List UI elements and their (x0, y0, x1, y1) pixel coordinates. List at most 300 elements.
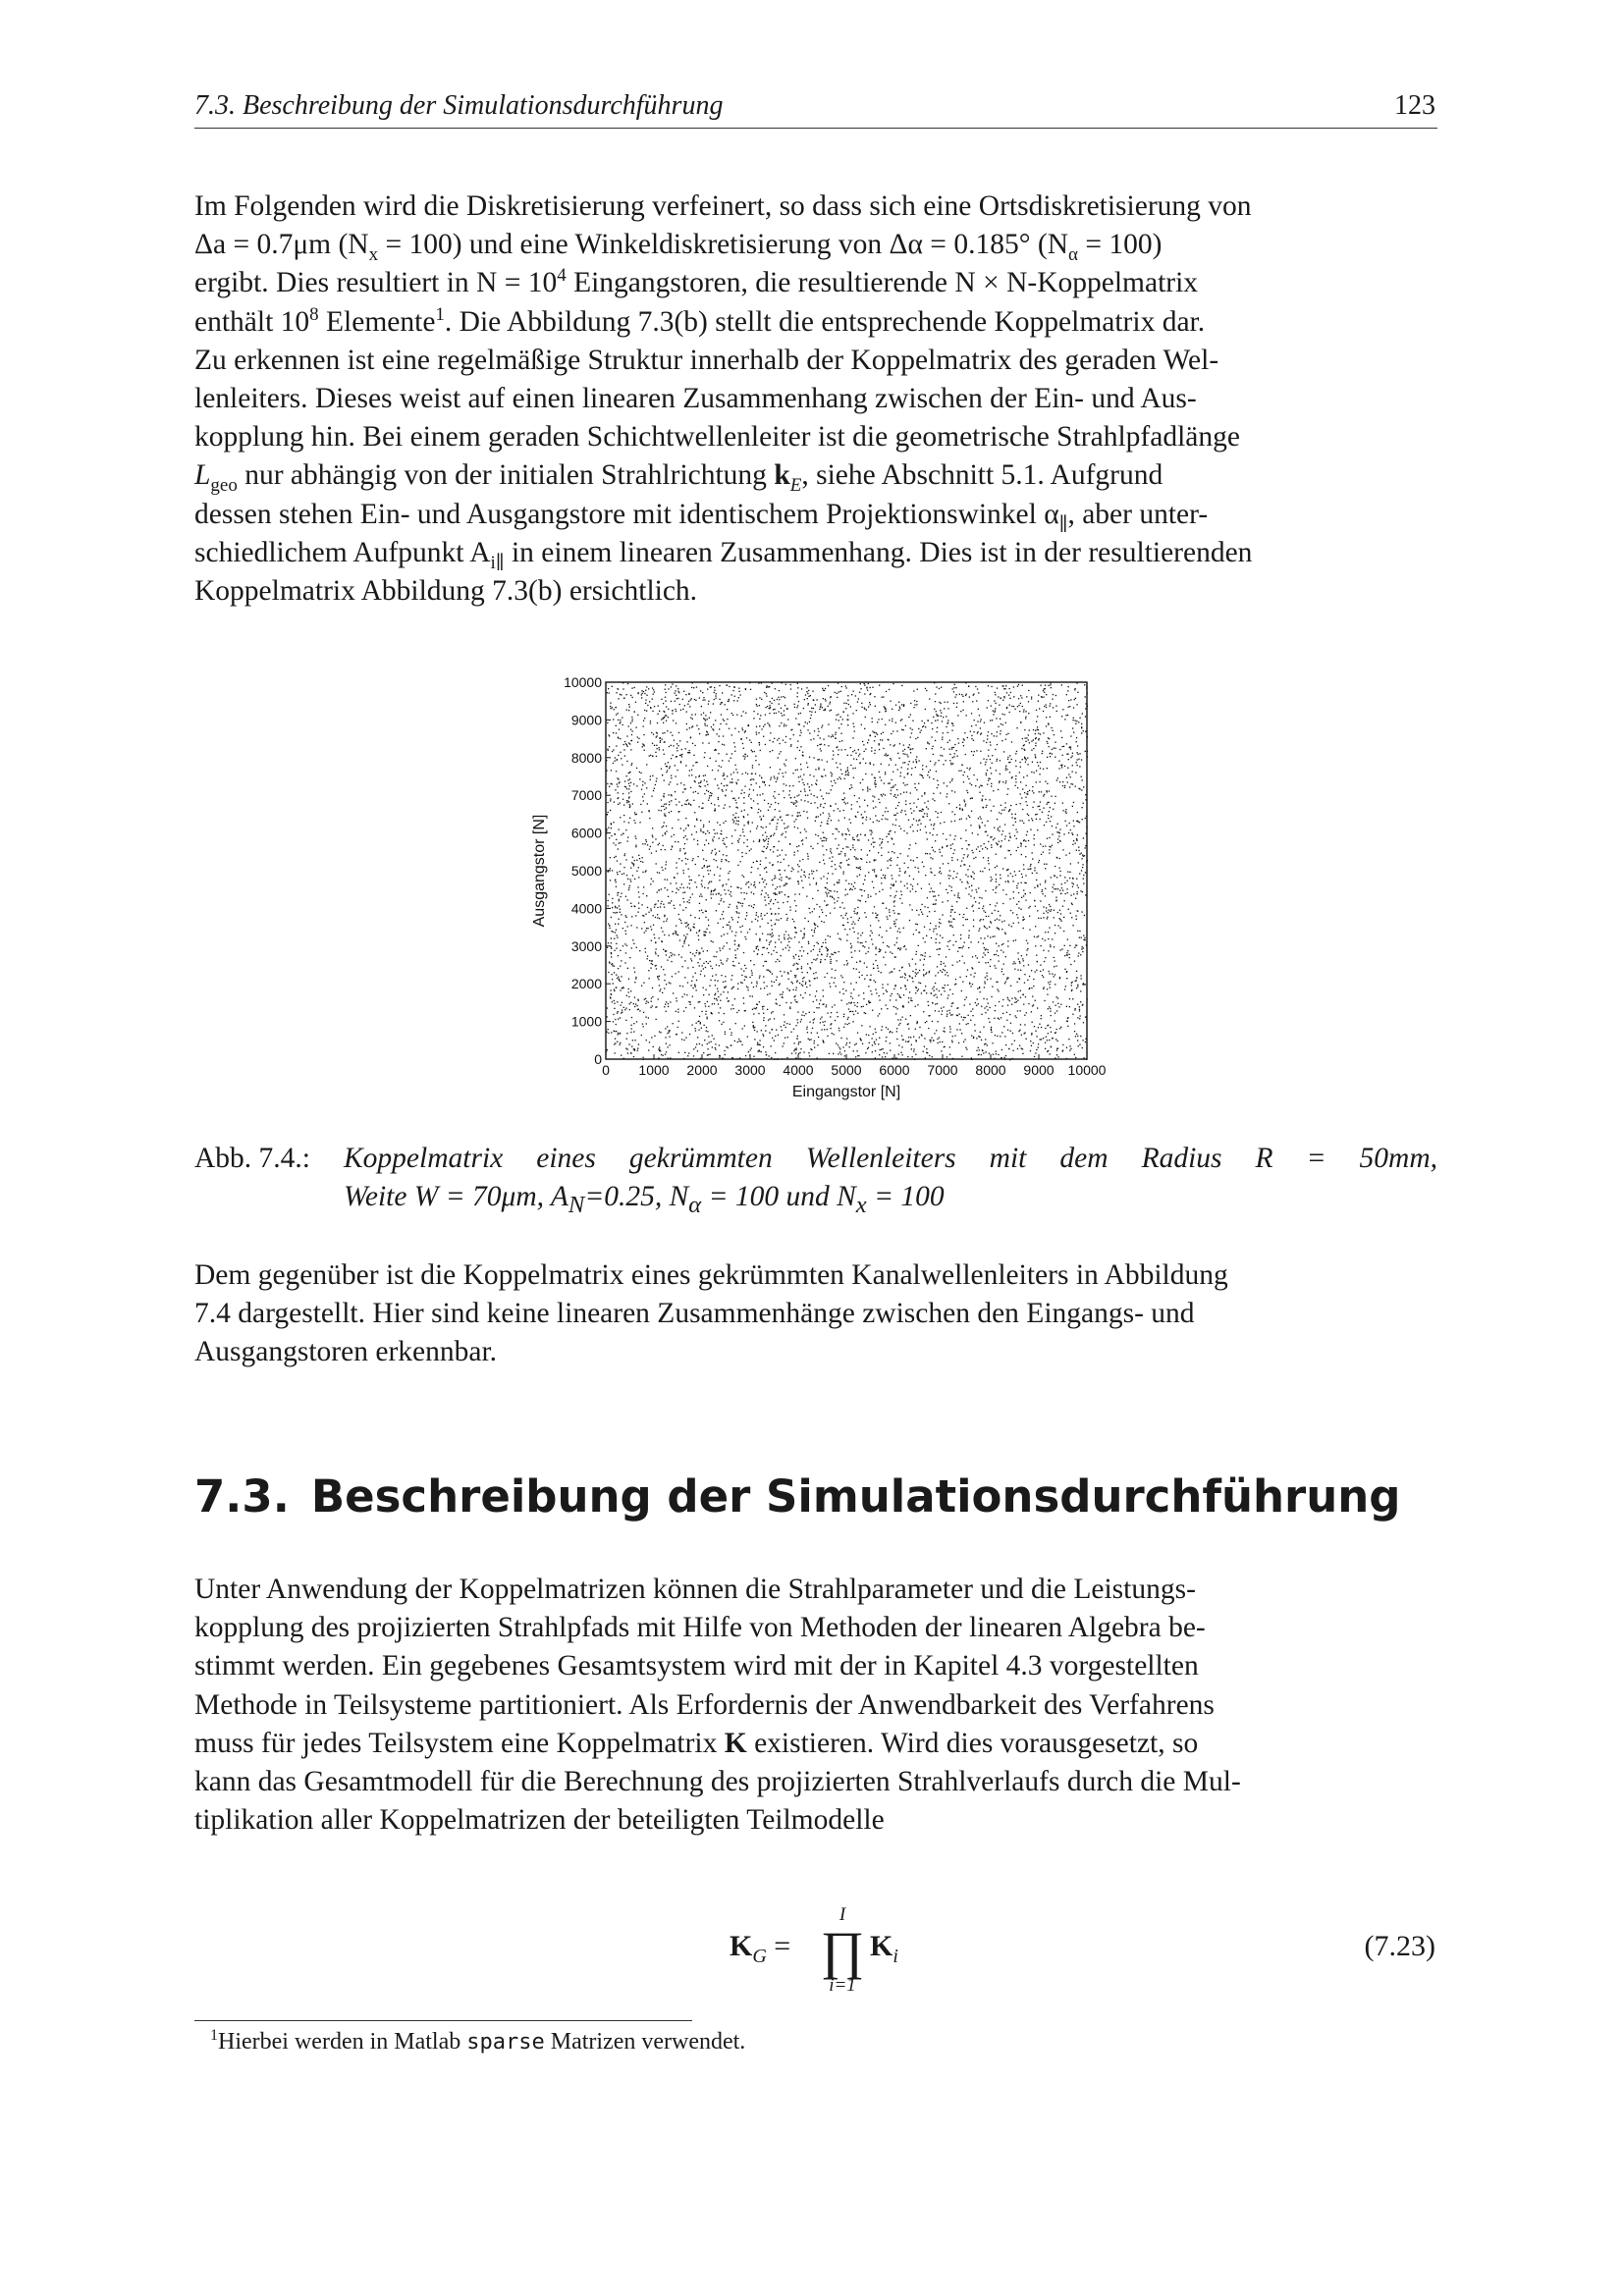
data-point (848, 1017, 849, 1018)
data-point (748, 881, 749, 882)
data-point (842, 925, 843, 926)
data-point (770, 901, 771, 902)
data-point (630, 1032, 631, 1033)
data-point (933, 850, 934, 851)
data-point (814, 730, 815, 731)
data-point (741, 716, 742, 717)
data-point (779, 908, 780, 909)
data-point (912, 729, 913, 730)
data-point (1069, 872, 1070, 873)
data-point (946, 956, 947, 957)
data-point (630, 722, 631, 723)
data-point (996, 879, 997, 880)
data-point (612, 870, 613, 871)
data-point (659, 873, 660, 874)
data-point (861, 724, 862, 725)
data-point (1018, 978, 1019, 979)
data-point (618, 1018, 619, 1019)
data-point (777, 856, 778, 857)
data-point (795, 1047, 796, 1048)
data-point (1046, 1037, 1047, 1038)
data-point (817, 954, 818, 955)
data-point (1047, 918, 1048, 919)
data-point (620, 842, 621, 843)
data-point (835, 838, 836, 839)
data-point (645, 998, 646, 999)
data-point (779, 985, 780, 986)
data-point (980, 763, 981, 764)
data-point (917, 1004, 918, 1005)
data-point (999, 961, 1000, 962)
data-point (795, 1025, 796, 1026)
data-point (959, 804, 960, 805)
data-point (798, 714, 799, 715)
data-point (984, 1043, 985, 1044)
data-point (651, 796, 652, 797)
data-point (856, 710, 857, 711)
data-point (1052, 891, 1053, 892)
data-point (675, 693, 676, 694)
data-point (770, 779, 771, 780)
data-point (758, 732, 759, 733)
data-point (692, 743, 693, 744)
data-point (854, 750, 855, 751)
data-point (900, 1052, 901, 1053)
data-point (1017, 1048, 1018, 1049)
data-point (879, 743, 880, 744)
data-point (789, 1008, 790, 1009)
data-point (756, 1004, 757, 1005)
data-point (859, 950, 860, 951)
data-point (962, 710, 963, 711)
data-point (1027, 775, 1028, 776)
data-point (987, 707, 988, 708)
data-point (733, 822, 734, 823)
data-point (1073, 707, 1074, 708)
data-point (759, 725, 760, 726)
data-point (915, 1040, 916, 1041)
data-point (625, 896, 626, 897)
data-point (973, 1038, 974, 1039)
data-point (798, 941, 799, 942)
data-point (638, 877, 639, 878)
data-point (662, 732, 663, 733)
data-point (866, 819, 867, 820)
data-point (854, 888, 855, 889)
data-point (637, 742, 638, 743)
data-point (759, 786, 760, 787)
data-point (875, 982, 876, 983)
data-point (808, 941, 809, 942)
data-point (848, 774, 849, 775)
data-point (777, 1003, 778, 1004)
data-point (916, 951, 917, 952)
data-point (856, 801, 857, 802)
data-point (922, 765, 923, 766)
data-point (853, 988, 854, 989)
data-point (940, 970, 941, 971)
data-point (766, 838, 767, 839)
data-point (1022, 809, 1023, 810)
data-point (845, 838, 846, 839)
data-point (687, 1055, 688, 1056)
data-point (1081, 776, 1082, 777)
data-point (1040, 781, 1041, 782)
data-point (1022, 1053, 1023, 1054)
data-point (821, 1017, 822, 1018)
data-point (751, 867, 752, 868)
data-point (1007, 940, 1008, 941)
data-point (699, 806, 700, 807)
data-point (677, 841, 678, 842)
data-point (924, 722, 925, 723)
data-point (904, 985, 905, 986)
data-point (753, 841, 754, 842)
data-point (1027, 814, 1028, 815)
data-point (1035, 745, 1036, 746)
data-point (874, 696, 875, 697)
data-point (823, 690, 824, 691)
data-point (642, 746, 643, 747)
data-point (949, 1046, 950, 1047)
data-point (754, 751, 755, 752)
data-point (845, 708, 846, 709)
data-point (1085, 751, 1086, 752)
data-point (666, 826, 667, 827)
data-point (720, 994, 721, 995)
data-point (823, 710, 824, 711)
data-point (667, 918, 668, 919)
data-point (750, 1049, 751, 1050)
data-point (983, 998, 984, 999)
data-point (1081, 858, 1082, 859)
data-point (1041, 1015, 1042, 1016)
data-point (808, 1039, 809, 1040)
data-point (703, 963, 704, 964)
data-point (710, 687, 711, 688)
data-point (971, 797, 972, 798)
data-point (837, 848, 838, 849)
data-point (722, 789, 723, 790)
data-point (923, 866, 924, 867)
data-point (745, 919, 746, 920)
data-point (781, 1026, 782, 1027)
data-point (762, 834, 763, 835)
data-point (970, 798, 971, 799)
data-point (973, 926, 974, 927)
data-point (644, 710, 645, 711)
data-point (912, 971, 913, 972)
data-point (854, 950, 855, 951)
data-point (674, 878, 675, 879)
data-point (1077, 884, 1078, 885)
data-point (1079, 1009, 1080, 1010)
data-point (765, 707, 766, 708)
data-point (829, 983, 830, 984)
data-point (846, 1003, 847, 1004)
data-point (767, 970, 768, 971)
data-point (717, 784, 718, 785)
data-point (828, 873, 829, 874)
data-point (800, 931, 801, 932)
data-point (900, 773, 901, 774)
data-point (936, 899, 937, 900)
data-point (794, 707, 795, 708)
data-point (1027, 794, 1028, 795)
data-point (704, 779, 705, 780)
data-point (1005, 981, 1006, 982)
data-point (978, 709, 979, 710)
data-point (676, 888, 677, 889)
data-point (800, 1021, 801, 1022)
data-point (736, 783, 737, 784)
data-point (910, 792, 911, 793)
data-point (727, 960, 728, 961)
data-point (637, 736, 638, 737)
data-point (816, 882, 817, 883)
data-point (679, 740, 680, 741)
data-point (1009, 698, 1010, 699)
data-point (1001, 971, 1002, 972)
data-point (633, 783, 634, 784)
data-point (822, 912, 823, 913)
data-point (677, 889, 678, 890)
data-point (972, 872, 973, 873)
data-point (650, 1007, 651, 1008)
data-point (886, 989, 887, 990)
data-point (930, 832, 931, 833)
data-point (887, 860, 888, 861)
data-point (781, 696, 782, 697)
data-point (981, 1006, 982, 1007)
data-point (1083, 730, 1084, 731)
data-point (961, 848, 962, 849)
data-point (836, 828, 837, 829)
data-point (713, 724, 714, 725)
data-point (873, 801, 874, 802)
data-point (725, 1054, 726, 1055)
data-point (765, 832, 766, 833)
data-point (804, 828, 805, 829)
data-point (615, 1039, 616, 1040)
data-point (991, 847, 992, 848)
data-point (962, 917, 963, 918)
data-point (901, 1036, 902, 1037)
data-point (1037, 726, 1038, 727)
data-point (1076, 821, 1077, 822)
data-point (903, 946, 904, 947)
data-point (974, 873, 975, 874)
data-point (824, 1025, 825, 1026)
data-point (880, 838, 881, 839)
data-point (610, 708, 611, 709)
data-point (1039, 806, 1040, 807)
data-point (1025, 893, 1026, 894)
data-point (614, 857, 615, 858)
data-point (1084, 939, 1085, 940)
data-point (797, 696, 798, 697)
data-point (737, 824, 738, 825)
data-point (951, 860, 952, 861)
data-point (952, 1036, 953, 1037)
data-point (795, 975, 796, 976)
data-point (803, 936, 804, 937)
data-point (869, 789, 870, 790)
data-point (1034, 887, 1035, 888)
data-point (797, 705, 798, 706)
data-point (790, 746, 791, 747)
data-point (736, 821, 737, 822)
data-point (1035, 730, 1036, 731)
data-point (915, 1006, 916, 1007)
data-point (980, 751, 981, 752)
data-point (779, 879, 780, 880)
data-point (738, 731, 739, 732)
data-point (790, 684, 791, 685)
data-point (611, 948, 612, 949)
data-point (871, 938, 872, 939)
data-point (795, 819, 796, 820)
data-point (967, 856, 968, 857)
data-point (744, 898, 745, 899)
data-point (662, 827, 663, 828)
data-point (1050, 717, 1051, 718)
data-point (809, 1055, 810, 1056)
data-point (885, 875, 886, 876)
data-point (1084, 937, 1085, 938)
data-point (734, 998, 735, 999)
data-point (1011, 1004, 1012, 1005)
data-point (1082, 891, 1083, 892)
data-point (1064, 766, 1065, 767)
data-point (781, 918, 782, 919)
data-point (642, 693, 643, 694)
data-point (926, 832, 927, 833)
data-point (780, 994, 781, 995)
data-point (701, 1011, 702, 1012)
data-point (705, 1014, 706, 1015)
data-point (875, 777, 876, 778)
data-point (797, 850, 798, 851)
data-point (616, 930, 617, 931)
data-point (1028, 907, 1029, 908)
data-point (614, 990, 615, 991)
data-point (665, 1037, 666, 1038)
data-point (977, 779, 978, 780)
data-point (827, 1036, 828, 1037)
data-point (619, 900, 620, 901)
data-point (646, 1040, 647, 1041)
data-point (641, 690, 642, 691)
data-point (983, 740, 984, 741)
data-point (893, 988, 894, 989)
data-point (672, 713, 673, 714)
data-point (876, 732, 877, 733)
data-point (1045, 685, 1046, 686)
data-point (936, 1030, 937, 1031)
data-point (817, 735, 818, 736)
data-point (714, 804, 715, 805)
data-point (636, 927, 637, 928)
data-point (697, 856, 698, 857)
data-point (1050, 706, 1051, 707)
data-point (1069, 1006, 1070, 1007)
data-point (633, 1031, 634, 1032)
data-point (648, 970, 649, 971)
data-point (890, 744, 891, 745)
data-point (963, 701, 964, 702)
data-point (624, 755, 625, 756)
data-point (784, 884, 785, 885)
data-point (764, 724, 765, 725)
data-point (934, 904, 935, 905)
data-point (1050, 1008, 1051, 1009)
data-point (1077, 1040, 1078, 1041)
data-point (1046, 725, 1047, 726)
data-point (773, 893, 774, 894)
data-point (1032, 820, 1033, 821)
data-point (963, 857, 964, 858)
data-point (684, 843, 685, 844)
data-point (913, 1037, 914, 1038)
data-point (925, 726, 926, 727)
data-point (808, 696, 809, 697)
data-point (737, 1041, 738, 1042)
data-point (848, 704, 849, 705)
data-point (612, 686, 613, 687)
data-point (833, 751, 834, 752)
data-point (1083, 875, 1084, 876)
data-point (1043, 906, 1044, 907)
data-point (948, 921, 949, 922)
data-point (649, 756, 650, 757)
data-point (742, 828, 743, 829)
data-point (1075, 772, 1076, 773)
data-point (654, 907, 655, 908)
data-point (830, 806, 831, 807)
data-point (657, 748, 658, 749)
data-point (826, 1004, 827, 1005)
data-point (760, 926, 761, 927)
data-point (1068, 707, 1069, 708)
data-point (646, 787, 647, 788)
data-point (830, 851, 831, 852)
data-point (744, 731, 745, 732)
data-point (666, 864, 667, 865)
data-point (981, 732, 982, 733)
data-point (751, 906, 752, 907)
data-point (689, 727, 690, 728)
data-point (639, 950, 640, 951)
data-point (928, 772, 929, 773)
data-point (1021, 897, 1022, 898)
data-point (882, 719, 883, 720)
data-point (989, 799, 990, 800)
data-point (703, 866, 704, 867)
data-point (893, 843, 894, 844)
data-point (1014, 835, 1015, 836)
data-point (823, 840, 824, 841)
data-point (947, 875, 948, 876)
data-point (706, 1011, 707, 1012)
data-point (1012, 1033, 1013, 1034)
data-point (690, 958, 691, 959)
data-point (641, 812, 642, 813)
data-point (709, 866, 710, 867)
data-point (679, 848, 680, 849)
data-point (900, 812, 901, 813)
data-point (933, 896, 934, 897)
